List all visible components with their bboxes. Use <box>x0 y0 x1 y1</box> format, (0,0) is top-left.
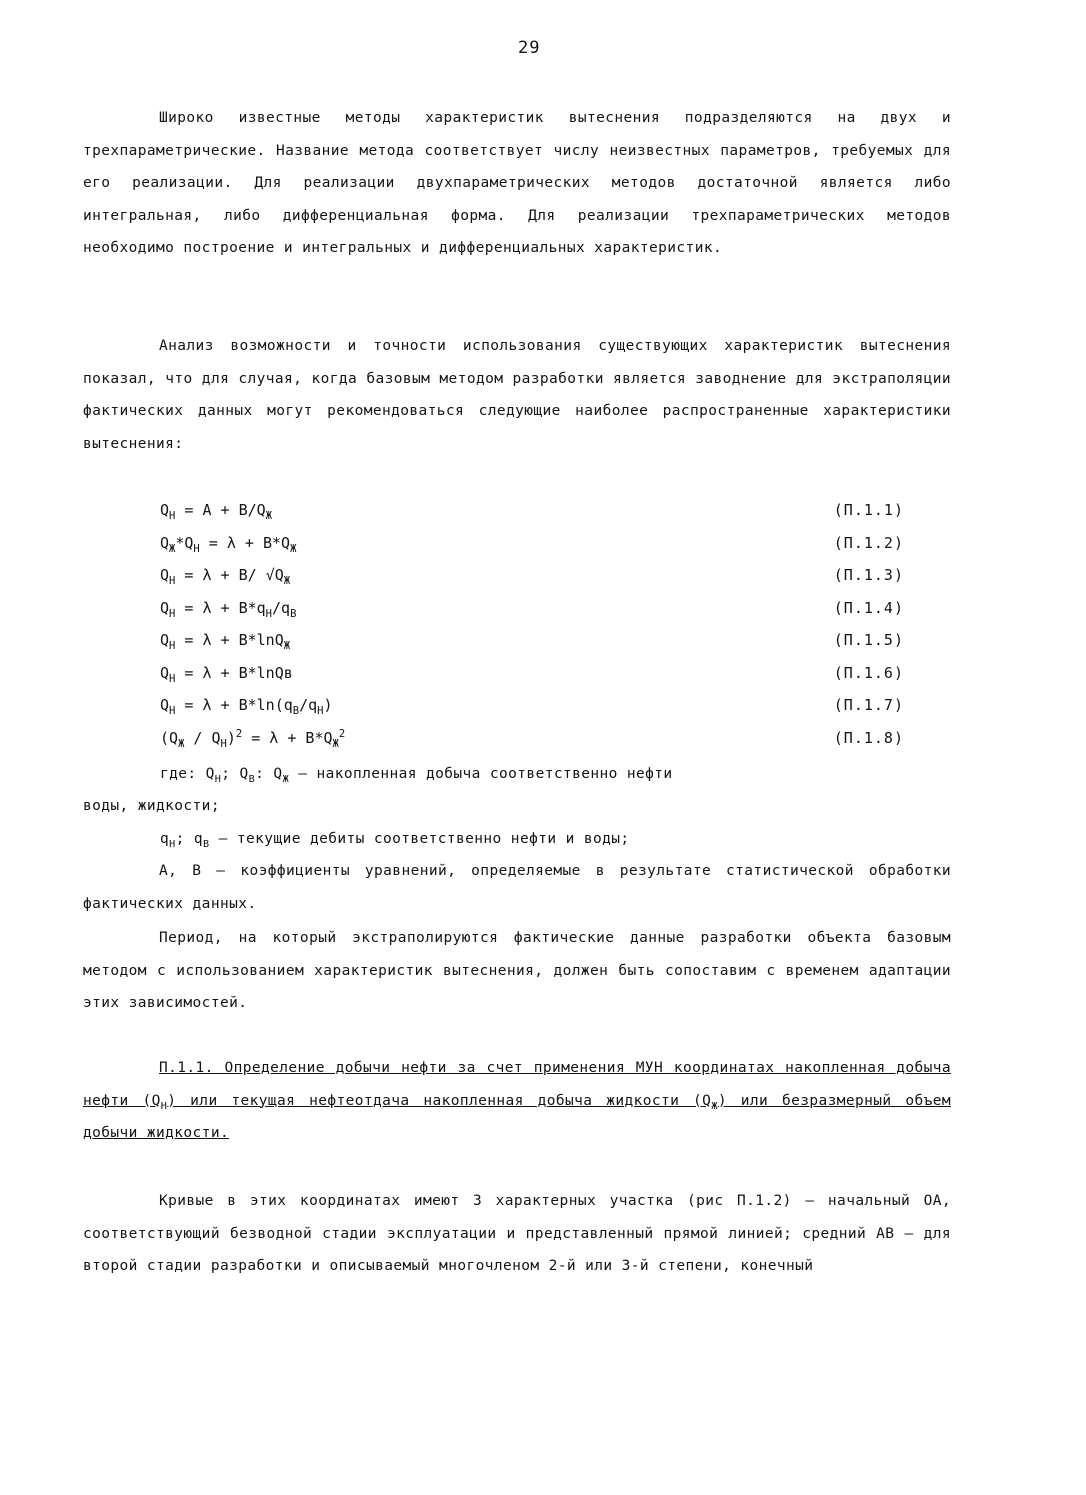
formula-expression: $Q_Н = \lambda + В*q_Н/q_В$ <box>160 598 297 620</box>
paragraph-period: Период, на который экстраполируются фактические данные разработки объекта базовым методом с использованием характеристик вытеснения, должен быть сопоставим с временем адаптации этих зависимостей. <box>83 930 951 1011</box>
formula-expression: $Q_Н = \lambda + В*\ln Q_Ж$ <box>160 631 291 652</box>
definition-coefficients: А, В – коэффициенты уравнений, определяемые в результате статистической обработки фактических данных. <box>83 863 951 912</box>
formula-row <box>160 689 904 721</box>
formula-number: (П.1.6) <box>833 663 904 682</box>
formula-number: (П.1.5) <box>833 631 904 649</box>
paragraph-methods-intro: Широко известные методы характеристик вытеснения подразделяются на двух и трехпараметрические. Название метода соответствует числу неизвестных параметров, требуемых для его реализации. Для реализации двухпараметрических методов достаточной является либо интегральная, либо дифференциальная форма. Для реализации трехпараметрических методов необходимо построение и интегральных и дифференциальных характеристик. <box>83 110 951 256</box>
formula-row <box>160 722 904 754</box>
formula-expression: $Q_Н = \lambda + В*\ln Qв$ <box>160 663 293 685</box>
formula-number: (П.1.4) <box>833 598 904 617</box>
definition-cumulative-production: где: $Q_Н$; $Q_В$: $Q_Ж$ – накопленная добыча соответственно нефти <box>160 766 673 785</box>
formula-expression: $(Q_Ж / Q_Н)^2 = \lambda + В*Q_Ж^2$ <box>160 727 346 750</box>
formula-row <box>160 559 904 591</box>
formula-expression: $Q_Н = \lambda + В/$ $√Q_Ж$ <box>160 566 291 587</box>
formula-expression: $Q_Н = \lambda + В*\ln(q_В/q_Н)$ <box>160 696 333 717</box>
paragraph-curves: Кривые в этих координатах имеют 3 характерных участка (рис П.1.2) – начальный ОА, соответствующий безводной стадии эксплуатации и представленный прямой линией; средний АВ – для второй стадии разработки и описываемый многочленом 2-й или 3-й степени, конечный <box>83 1193 951 1274</box>
formula-expression: $Q_Ж*Q_Н = \lambda + В*Q_Ж$ <box>160 533 297 555</box>
formula-number: (П.1.2) <box>833 533 904 552</box>
formula-row <box>160 592 904 624</box>
formula-expression: $Q_Н = А + В/Q_Ж$ <box>160 501 272 522</box>
definition-current-rates: $q_Н$; $q_В$ – текущие дебиты соответственно нефти и воды; <box>160 831 630 850</box>
formula-number: (П.1.3) <box>833 566 904 584</box>
formula-row <box>160 527 904 559</box>
formula-number: (П.1.1) <box>833 501 904 519</box>
formula-number: (П.1.7) <box>833 696 904 714</box>
paragraph-analysis: Анализ возможности и точности использования существующих характеристик вытеснения показал, что для случая, когда базовым методом разработки является заводнение для экстраполяции фактических данных могут рекомендоваться следующие наиболее распространенные характеристики вытеснения: <box>83 338 951 452</box>
page-number: 29 <box>518 38 541 58</box>
formula-row <box>160 624 904 656</box>
section-heading: П.1.1. Определение добычи нефти за счет применения МУН координатах накопленная добыча нефти $(Q_Н)$ или текущая нефтеотдача накопленная добыча жидкости $(Q_Ж)$ или безразмерный объем добычи жидкости. <box>83 1060 951 1141</box>
definition-cumulative-production-cont: воды, жидкости; <box>83 798 220 814</box>
formula-row <box>160 657 904 689</box>
formula-number: (П.1.8) <box>833 728 904 747</box>
formula-row <box>160 494 904 526</box>
